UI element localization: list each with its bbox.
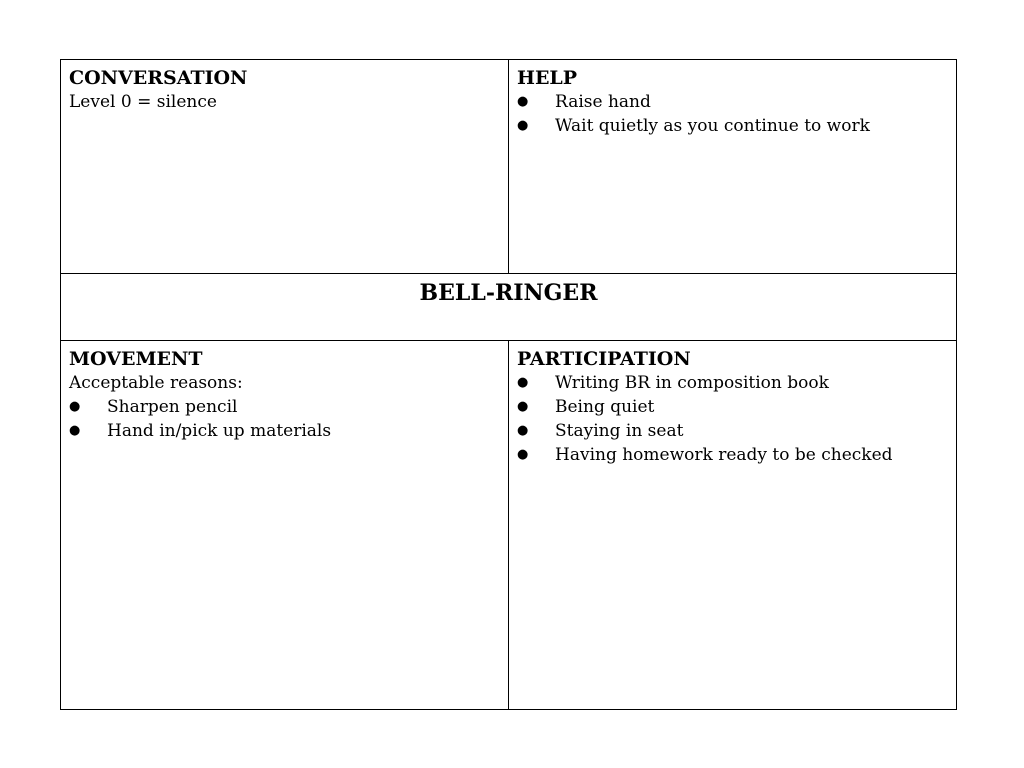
participation-heading: PARTICIPATION: [517, 348, 691, 370]
bullet-dot-icon: ●: [517, 423, 529, 438]
list-item: [69, 395, 500, 419]
bell-ringer-chart: [60, 59, 957, 710]
list-item: [517, 395, 948, 419]
participation-cell: [509, 341, 957, 710]
movement-heading: MOVEMENT: [69, 348, 203, 370]
list-item: [517, 371, 948, 395]
help-item-text: Wait quietly as you continue to work: [555, 116, 870, 136]
help-cell: [509, 60, 957, 274]
bullet-dot-icon: ●: [517, 375, 529, 390]
help-list: [517, 90, 948, 138]
list-item: [517, 443, 948, 467]
list-item: [69, 419, 500, 443]
participation-item-text: Being quiet: [555, 397, 655, 417]
bullet-dot-icon: ●: [517, 118, 529, 133]
participation-item-text: Writing BR in composition book: [555, 373, 829, 393]
conversation-cell: [61, 60, 509, 274]
movement-list: [69, 395, 500, 443]
movement-item-text: Sharpen pencil: [107, 397, 238, 417]
bullet-dot-icon: ●: [69, 399, 81, 414]
movement-item-text: Hand in/pick up materials: [107, 421, 332, 441]
participation-list: [517, 371, 948, 467]
participation-item-text: Having homework ready to be checked: [555, 445, 893, 465]
participation-item-text: Staying in seat: [555, 421, 684, 441]
movement-cell: [61, 341, 509, 710]
conversation-text: Level 0 = silence: [69, 92, 217, 112]
bell-ringer-cell: [61, 274, 957, 341]
bullet-dot-icon: ●: [517, 447, 529, 462]
bullet-dot-icon: ●: [69, 423, 81, 438]
list-item: [517, 419, 948, 443]
list-item: [517, 90, 948, 114]
help-item-text: Raise hand: [555, 92, 651, 112]
movement-intro: Acceptable reasons:: [69, 373, 243, 393]
list-item: [517, 114, 948, 138]
bullet-dot-icon: ●: [517, 399, 529, 414]
bell-ringer-title: BELL-RINGER: [419, 280, 598, 306]
bullet-dot-icon: ●: [517, 94, 529, 109]
conversation-heading: CONVERSATION: [69, 67, 248, 89]
help-heading: HELP: [517, 67, 578, 89]
